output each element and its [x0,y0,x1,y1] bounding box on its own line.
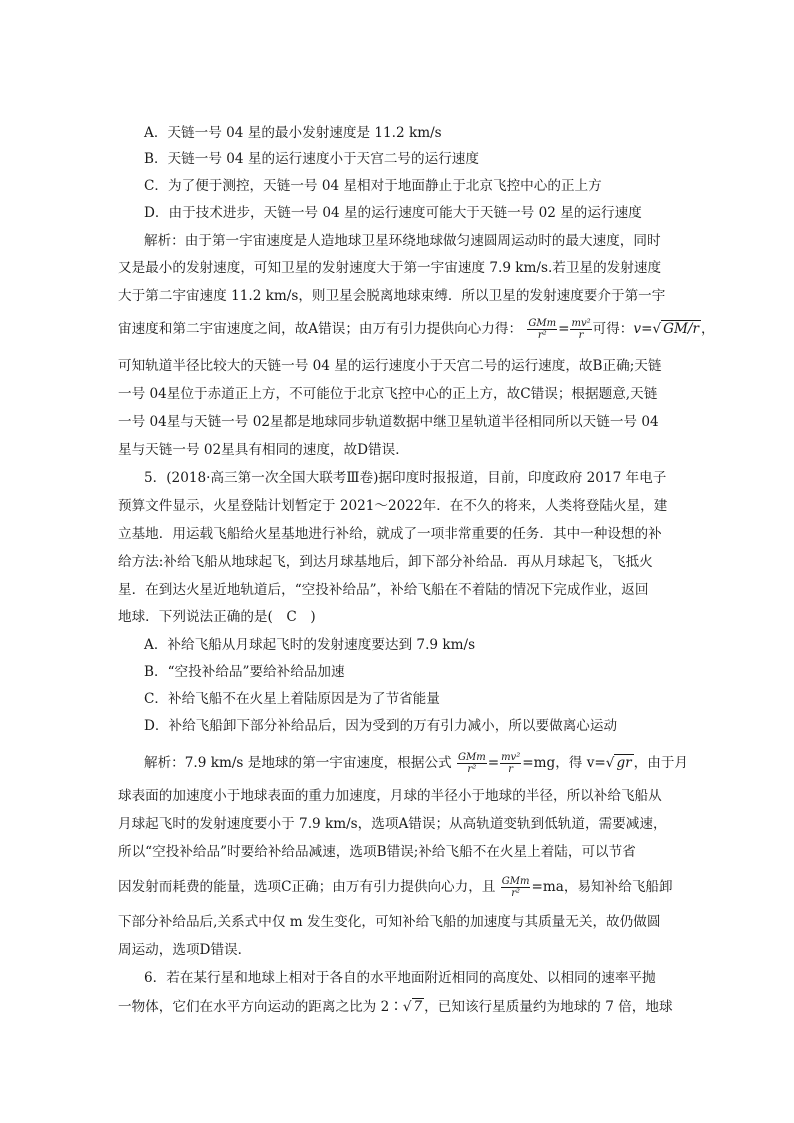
q5-analysis-formula-line: 解析：7.9 km/s 是地球的第一宇宙速度，根据公式 $\frac{\text{GMm}}{\text{r²}}$ = $\frac{\text{mv²}}{r}$ =mg，得 v=√ gr ，由于月 [144,752,689,775]
q5-analysis-formula-line: 因发射而耗费的能量，选项C正确；由万有引力提供向心力，且 $\frac{\text{GMm}}{\text{r²}}$ =ma，易知补给飞船卸 [118,876,673,899]
q5-stem-line: 星．在到达火星近地轨道后，“空投补给品”，补给飞船在不着陆的情况下完成作业，返回 [118,582,649,598]
q5-analysis-line: 下部分补给品后,关系式中仅 m 发生变化，可知补给飞船的加速度与其质量无关，故仍做圆 [118,914,661,930]
fraction: $\frac{\text{GMm}}{\text{r²}}$ [528,318,557,341]
sqrt-expression: √ gr [605,755,632,771]
q4-analysis-formula-line: 宙速度和第二宇宙速度之间，故A错误；由万有引力提供向心力得： $\frac{\text{GMm}}{\text{r²}}$ = $\frac{\text{mv²}}{r}$ 可得：v=√ GM/r ， [118,318,715,341]
q4-analysis-line: 可知轨道半径比较大的天链一号 04 星的运行速度小于天宫二号的运行速度，故B正确;天链 [118,358,662,374]
fraction: $\frac{\text{GMm}}{\text{r²}}$ [457,752,486,775]
q5-analysis-line: 周运动，选项D错误． [118,942,252,958]
q4-option-c: C．为了便于测控，天链一号 04 星相对于地面静止于北京飞控中心的正上方 [144,178,602,194]
q5-stem-line: 5．(2018·高三第一次全国大联考Ⅲ卷)据印度时报报道，目前，印度政府 2017 年电子 [144,470,667,486]
q5-option-a: A．补给飞船从月球起飞时的发射速度要达到 7.9 km/s [144,637,476,653]
sqrt-expression: √ 7 [402,999,423,1015]
q4-analysis-line: 又是最小的发射速度，可知卫星的发射速度大于第一宇宙速度 7.9 km/s.若卫星的发射速度 [118,260,662,276]
fraction: $\frac{\text{GMm}}{\text{r²}}$ [501,876,530,899]
q4-analysis-line: 解析：由于第一宇宙速度是人造地球卫星环绕地球做匀速圆周运动时的最大速度，同时 [144,233,661,249]
q5-option-b: B．“空投补给品”要给补给品加速 [144,664,345,680]
fraction: $\frac{\text{mv²}}{r}$ [571,318,591,341]
q5-analysis-line: 月球起飞时的发射速度要小于 7.9 km/s，选项A错误；从高轨道变轨到低轨道，需要减速， [118,816,667,832]
q5-stem-line: 立基地．用运载飞船给火星基地进行补给，就成了一项非常重要的任务．其中一种设想的补 [118,526,662,542]
q5-analysis-line: 球表面的加速度小于地球表面的重力加速度，月球的半径小于地球的半径，所以补给飞船从 [118,788,662,804]
q6-stem-line: 6．若在某行星和地球上相对于各自的水平地面附近相同的高度处、以相同的速率平抛 [144,970,656,986]
q6-stem-line: 一物体，它们在水平方向运动的距离之比为 2∶√ 7 ，已知该行星质量约为地球的 7 倍，地球 [118,999,673,1015]
q4-option-a: A．天链一号 04 星的最小发射速度是 11.2 km/s [144,125,442,141]
q4-option-b: B．天链一号 04 星的运行速度小于天宫二号的运行速度 [144,151,479,167]
q4-analysis-line: 星与天链一号 02星具有相同的速度，故D错误． [118,442,409,458]
q5-option-d: D．补给飞船卸下部分补给品后，因为受到的万有引力减小，所以要做离心运动 [144,718,618,734]
q5-option-c: C．补给飞船不在火星上着陆原因是为了节省能量 [144,691,440,707]
q5-analysis-line: 所以“空投补给品”时要给补给品减速，选项B错误;补给飞船不在火星上着陆，可以节省 [118,844,636,860]
q5-stem-line: 给方法:补给飞船从地球起飞，到达月球基地后，卸下部分补给品．再从月球起飞，飞抵火 [118,554,653,570]
q4-analysis-line: 大于第二宇宙速度 11.2 km/s，则卫星会脱离地球束缚．所以卫星的发射速度要介于第一宇 [118,288,666,304]
q5-stem-line: 预算文件显示，火星登陆计划暂定于 2021～2022年．在不久的将来，人类将登陆火星，建 [118,498,668,514]
sqrt-expression: √ GM/r [652,321,700,337]
q5-stem-line: 地球．下列说法正确的是( C ) [118,609,316,625]
q4-option-d: D．由于技术进步，天链一号 04 星的运行速度可能大于天链一号 02 星的运行速度 [144,205,642,221]
q4-analysis-line: 一号 04星位于赤道正上方，不可能位于北京飞控中心的正上方，故C错误；根据题意,天链 [118,386,658,402]
fraction: $\frac{\text{mv²}}{r}$ [501,752,521,775]
q4-analysis-line: 一号 04星与天链一号 02星都是地球同步轨道数据中继卫星轨道半径相同所以天链一号 04 [118,414,659,430]
